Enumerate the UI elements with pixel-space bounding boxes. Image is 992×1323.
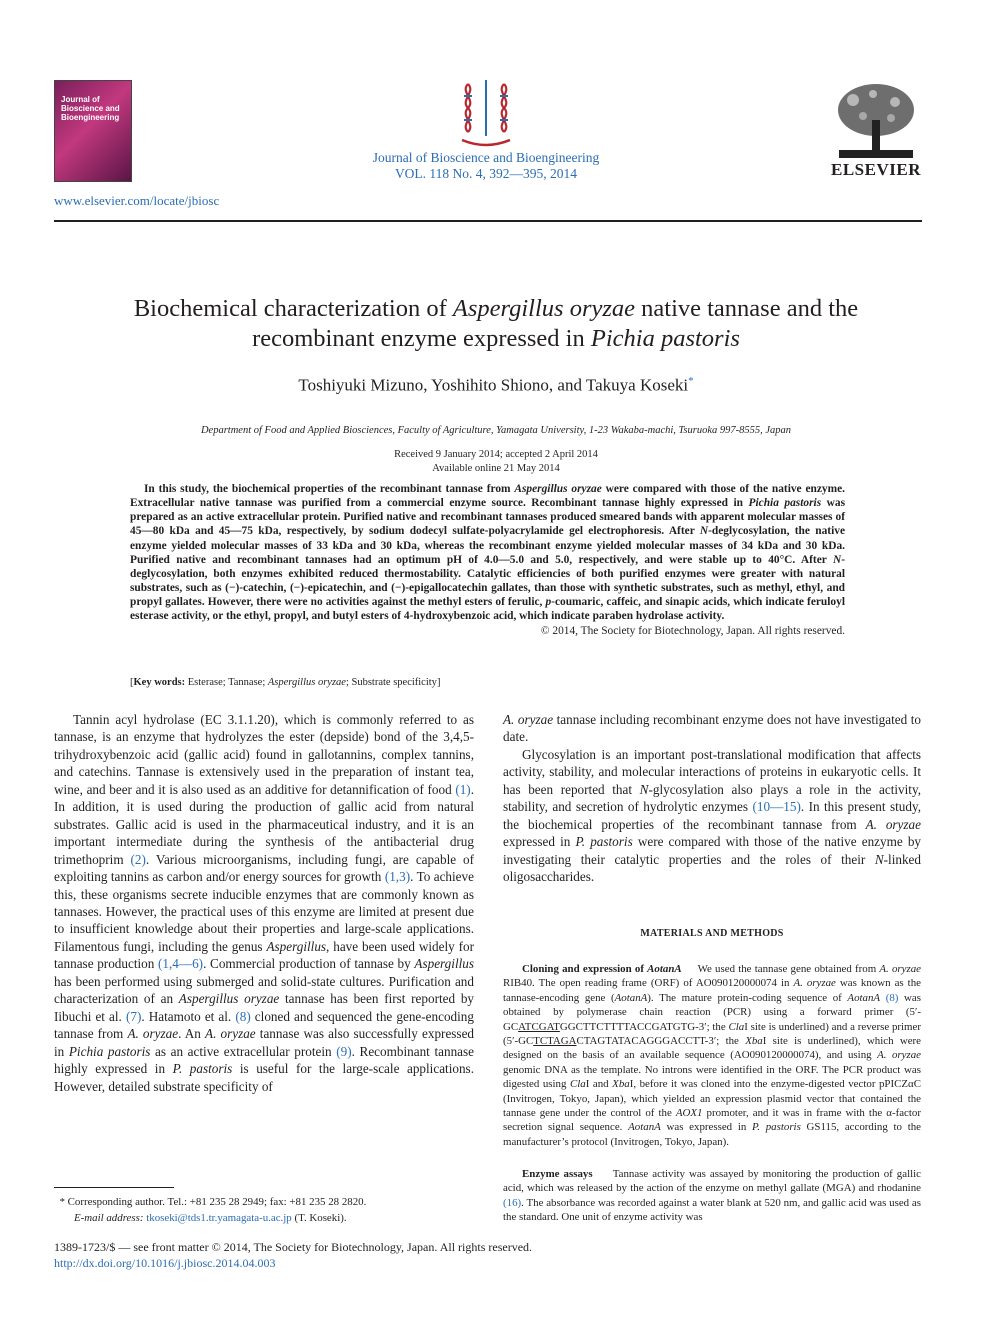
cover-title: Journal of Bioscience and Bioengineering: [61, 95, 120, 122]
citation-link[interactable]: (9): [336, 1043, 352, 1059]
header-divider: [54, 220, 922, 222]
body-column-right: [503, 711, 921, 886]
body-column-left: [54, 711, 474, 1095]
publisher-name: ELSEVIER: [831, 160, 921, 179]
citation-link[interactable]: (16): [503, 1196, 522, 1209]
subsection-heading: Cloning and expression of AotanA: [522, 963, 682, 975]
citation-link[interactable]: (1,3): [384, 869, 411, 885]
citation-link[interactable]: (8): [235, 1008, 251, 1024]
journal-citation: [300, 150, 672, 182]
journal-name[interactable]: Journal of Bioscience and Bioengineering: [372, 150, 600, 165]
abstract: In this study, the biochemical properties of the recombinant tannase from Aspergillus oryzae were compared with those of the native enzyme. Extracellular native tannase was purified from a commercial enzyme source. Recombinant tannase highly expressed in Pichia pastoris was prepared as an active extracellular protein. Purified native and recombinant tannases produced smeared bands with apparent molecular masses of 45—80 kDa and 45—75 kDa, respectively, by sodium dodecyl sulfate-polyacrylamide gel electrophoresis. After N-deglycosylation, the native enzyme yielded molecular masses of 33 kDa and 30 kDa, whereas the recombinant enzyme yielded molecular masses of 34 kDa and 30 kDa. Purified native and recombinant tannases had an optimum pH of 4.0—5.0 and 5.0, respectively, and were stable up to 40°C. After N-deglycosylation, both enzymes exhibited reduced thermostability. Catalytic efficiencies of both purified enzymes were greater with natural substrates, such as (−)-catechin, (−)-epicatechin, and (−)-epigallocatechin gallates, than those with synthetic substrates, such as methyl, ethyl, and propyl gallates. However, there were no activities against the methyl esters of ferulic, p-coumaric, caffeic, and sinapic acids, which indicate feruloyl esterase activity, or the ethyl, propyl, and butyl esters of 4-hydroxybenzoic acid, which indicate paraben hydrolase activity. © 2014, The Society for Biotechnology, Japan. All rights reserved.: [130, 483, 846, 637]
intro-paragraph-continued: A. oryzae tannase including recombinant enzyme does not have investigated to date.: [503, 712, 921, 745]
intro-paragraph: Tannin acyl hydrolase (EC 3.1.1.20), which is commonly referred to as tannase, is an enzyme that hydrolyzes the ester (depside) bond of the 3,4,5-trihydroxybenzoic acid (gallic acid) found in gallotannins, complex tannins, and catechins. Tannase is extensively used in the preparation of instant tea, wine, and beer and it is also used as an additive for detannification of food (1). In addition, it is used during the production of gallic acid from natural substrates. Gallic acid is used in the pharmaceutical industry, and it is an important intermediate during the synthesis of the antibacterial drug trimethoprim (2). Various microorganisms, including fungi, are capable of exploiting tannins as carbon and/or energy sources for growth (1,3). To achieve this, these organisms secrete inducible enzymes that are commonly known as tannases. However, the practical uses of this enzyme are limited at present due to insufficient knowledge about their properties and large-scale applications. Filamentous fungi, including the genus Aspergillus, have been used widely for tannase production (1,4—6). Commercial production of tannase by Aspergillus has been performed using submerged and solid-state cultures. Purification and characterization of an Aspergillus oryzae tannase has been first reported by Iibuchi et al. (7). Hatamoto et al. (8) cloned and sequenced the gene-encoding tannase from A. oryzae. An A. oryzae tannase was also successfully expressed in Pichia pastoris as an active extracellular protein (9). Recombinant tannase highly expressed in P. pastoris is useful for the large-scale applications. However, detailed substrate specificity of: [54, 712, 475, 1094]
article-title: Biochemical characterization of Aspergillus oryzae native tannase and the recombinant enzyme expressed in Pichia pastoris: [133, 295, 859, 352]
journal-website-link[interactable]: www.elsevier.com/locate/jbiosc: [54, 193, 220, 208]
elsevier-tree-icon[interactable]: [833, 80, 919, 162]
page-footer: [54, 1240, 754, 1271]
journal-cover-thumbnail[interactable]: [54, 80, 132, 182]
section-heading-methods: MATERIALS AND METHODS: [640, 928, 784, 939]
citation-link[interactable]: (1,4—6): [158, 956, 204, 972]
dna-helix-icon: [456, 78, 516, 148]
available-date: Available online 21 May 2014: [432, 463, 560, 474]
corresponding-author-mark[interactable]: *: [688, 375, 694, 387]
citation-link[interactable]: (7): [125, 1008, 142, 1024]
issn-line: 1389-1723/$ — see front matter © 2014, The Society for Biotechnology, Japan. All rights reserved.: [54, 1240, 533, 1254]
affiliation: Department of Food and Applied Biosciences, Faculty of Agriculture, Yamagata University, 1-23 Wakaba-machi, Tsuruoka 997-8555, Japan: [200, 425, 792, 436]
method-cloning: Cloning and expression of AotanA We used the tannase gene obtained from A. oryzae RIB40. The open reading frame (ORF) of AO090120000074 in A. oryzae was known as the tannase-encoding gene (AotanA). The mature protein-coding sequence of AotanA (8) was obtained by polymerase chain reaction (PCR) using a forward primer (5′-GCATCGATGGCTTCTTTTACCGATGTG-3′; the ClaI site is underlined) and a reverse primer (5′-GCTCTAGACTAGTATACAGGGACCTT-3′; the XbaI site is underlined), which were designed on the basis of an available sequence (AO090120000074), and using A. oryzae genomic DNA as the template. No introns were identified in the ORF. The PCR product was digested using ClaI and XbaI, before it was cloned into the enzyme-digested vector pPICZαC (Invitrogen, Tokyo, Japan), which yielded an expression plasmid vector that contained the tannase gene under the control of the AOX1 promoter, and it was in frame with the α-factor secretion signal sequence. AotanA was expressed in P. pastoris GS115, according to the manufacturer’s protocol (Invitrogen, Tokyo, Japan).: [503, 963, 922, 1148]
footnote: * Corresponding author. Tel.: +81 235 28 2949; fax: +81 235 28 2820. E-mail address: tkoseki@tds1.tr.yamagata-u.ac.jp (T. Koseki).: [59, 1196, 367, 1224]
citation-link[interactable]: (2): [130, 851, 146, 867]
author-list: Toshiyuki Mizuno, Yoshihito Shiono, and Takuya Koseki*: [298, 375, 694, 395]
method-enzyme-assays: Enzyme assays Tannase activity was assayed by monitoring the production of gallic acid, which was released by the action of the enzyme on methyl gallate (MGA) and rhodanine (16). The absorbance was recorded against a water blank at 520 nm, and gallic acid was used as the standard. One unit of enzyme activity was: [503, 1168, 921, 1224]
keywords: [Key words: Esterase; Tannase; Aspergillus oryzae; Substrate specificity]: [130, 677, 441, 688]
citation-link[interactable]: (10—15): [752, 799, 801, 815]
abstract-copyright: © 2014, The Society for Biotechnology, Japan. All rights reserved.: [540, 624, 845, 637]
citation-link[interactable]: (8): [885, 991, 899, 1004]
email-link[interactable]: tkoseki@tds1.tr.yamagata-u.ac.jp: [146, 1212, 292, 1224]
footnote-divider: [54, 1187, 174, 1188]
citation-link[interactable]: (1): [455, 781, 471, 797]
received-date: Received 9 January 2014; accepted 2 April 2014: [394, 449, 598, 460]
article-dates: [60, 448, 932, 476]
glycosylation-paragraph: Glycosylation is an important post-translational modification that affects activity, stability, and molecular interactions of proteins in eukaryotic cells. It has been reported that N-glycosylation also plays a role in the activity, stability, and secretion of hydrolytic enzymes (10—15). In this present study, the biochemical properties of the recombinant tannase from A. oryzae expressed in P. pastoris were compared with those of the native enzyme by investigating their catalytic properties and the roles of their N-linked oligosaccharides.: [503, 746, 922, 885]
doi-link[interactable]: http://dx.doi.org/10.1016/j.jbiosc.2014.04.003: [54, 1255, 276, 1270]
volume-line: VOL. 118 No. 4, 392—395, 2014: [394, 166, 578, 181]
subsection-heading: Enzyme assays: [522, 1168, 593, 1180]
